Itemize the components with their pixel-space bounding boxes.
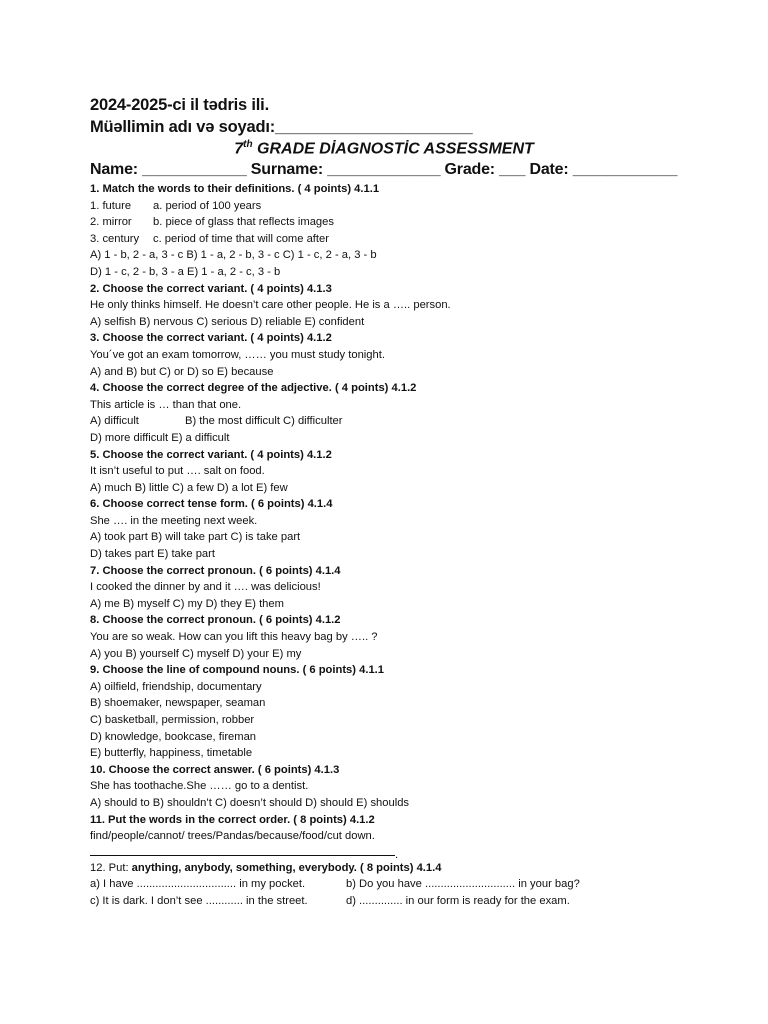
q3-heading: 3. Choose the correct variant. ( 4 points) 4.1.2 — [90, 332, 332, 345]
q5-text: It isn’t useful to put …. salt on food. — [90, 465, 265, 478]
q1-definition: a. period of 100 years — [153, 199, 262, 212]
q1-item — [90, 231, 690, 248]
q4-heading: 4. Choose the correct degree of the adjective. ( 4 points) 4.1.2 — [90, 382, 417, 395]
q2-heading: 2. Choose the correct variant. ( 4 points) 4.1.3 — [90, 282, 332, 295]
q12-instructions: anything, anybody, something, everybody. ( 8 points) 4.1.4 — [128, 861, 442, 874]
q3-text: You´ve got an exam tomorrow, …… you must study tonight. — [90, 348, 385, 361]
q1-word: 1. future — [90, 199, 132, 212]
q9-option: D) knowledge, bookcase, fireman — [90, 730, 257, 743]
q10-heading: 10. Choose the correct answer. ( 6 points) 4.1.3 — [90, 763, 340, 776]
q2-options: A) selfish B) nervous C) serious D) reliable E) confident — [90, 315, 365, 328]
q1-definition: b. piece of glass that reflects images — [153, 216, 334, 229]
q2-text: He only thinks himself. He doesn’t care other people. He is a ….. person. — [90, 299, 451, 312]
q11-rule-end: . — [395, 848, 399, 861]
q12-row — [90, 893, 690, 910]
title-superscript: th — [243, 139, 253, 150]
q1-word: 2. mirror — [90, 216, 132, 229]
q11-text: find/people/cannot/ trees/Pandas/because/food/cut down. — [90, 830, 375, 843]
q1-definition: c. period of time that will come after — [153, 232, 329, 245]
q8-options: A) you B) yourself C) myself D) your E) my — [90, 647, 302, 660]
title-number: 7 — [234, 140, 244, 158]
q9-option: B) shoemaker, newspaper, seaman — [90, 697, 266, 710]
q1-heading: 1. Match the words to their definitions. ( 4 points) 4.1.1 — [90, 183, 380, 195]
q9-heading: 9. Choose the line of compound nouns. ( 6 points) 4.1.1 — [90, 664, 384, 677]
q1-item — [90, 198, 690, 215]
q12-item-b: b) Do you have ............................. in your bag? — [346, 878, 580, 891]
q4-option-a: A) difficult — [90, 415, 139, 428]
q10-text: She has toothache.She …… go to a dentist. — [90, 780, 309, 793]
q12-item-c: c) It is dark. I don’t see ............ in the street. — [90, 894, 308, 907]
q9-option: C) basketball, permission, robber — [90, 714, 255, 726]
title-text: GRADE DİAGNOSTİC ASSESSMENT — [252, 140, 534, 158]
q11-answer-line — [90, 845, 690, 860]
q1-options: D) 1 - c, 2 - b, 3 - a E) 1 - a, 2 - c, 3 - b — [90, 265, 281, 278]
q8-text: You are so weak. How can you lift this heavy bag by ….. ? — [90, 631, 378, 644]
q12-number: 12. Put: — [90, 861, 129, 874]
q6-options: A) took part B) will take part C) is take part — [90, 531, 301, 544]
answer-rule — [90, 845, 395, 856]
q3-options: A) and B) but C) or D) so E) because — [90, 365, 274, 378]
q5-heading: 5. Choose the correct variant. ( 4 points) 4.1.2 — [90, 448, 332, 461]
q9-option: A) oilfield, friendship, documentary — [90, 680, 262, 693]
q4-options: D) more difficult E) a difficult — [90, 431, 230, 444]
q1-word: 3. century — [90, 232, 140, 245]
q6-heading: 6. Choose correct tense form. ( 6 points) 4.1.4 — [90, 498, 333, 511]
assessment-title — [0, 139, 768, 158]
q11-heading: 11. Put the words in the correct order. ( 8 points) 4.1.2 — [90, 813, 375, 826]
q12-item-d: d) .............. in our form is ready for the exam. — [346, 894, 570, 907]
q4-text: This article is … than that one. — [90, 398, 242, 411]
q9-option: E) butterfly, happiness, timetable — [90, 747, 253, 760]
q8-heading: 8. Choose the correct pronoun. ( 6 points) 4.1.2 — [90, 614, 341, 627]
q4-options — [90, 413, 690, 430]
q6-options: D) takes part E) take part — [90, 548, 215, 561]
q7-text: I cooked the dinner by and it …. was delicious! — [90, 581, 321, 594]
school-year: 2024-2025-ci il tədris ili. — [90, 96, 269, 114]
teacher-name-line: Müəllimin adı və soyadı:______________________ — [90, 118, 473, 136]
questions — [90, 181, 690, 910]
q12-heading — [90, 860, 690, 877]
q10-options: A) should to B) shouldn’t C) doesn’t should D) should E) shoulds — [90, 796, 410, 809]
q4-option-rest: B) the most difficult C) difficulter — [185, 415, 343, 428]
student-info-line: Name: ____________ Surname: _____________ Grade: ___ Date: ____________ — [90, 161, 678, 178]
q5-options: A) much B) little C) a few D) a lot E) few — [90, 481, 288, 494]
q6-text: She …. in the meeting next week. — [90, 514, 258, 527]
q1-item — [90, 214, 690, 231]
q12-row — [90, 876, 690, 893]
q7-heading: 7. Choose the correct pronoun. ( 6 points) 4.1.4 — [90, 564, 341, 577]
q12-item-a: a) I have ................................ in my pocket. — [90, 878, 306, 891]
q7-options: A) me B) myself C) my D) they E) them — [90, 597, 284, 610]
q1-options: A) 1 - b, 2 - a, 3 - c B) 1 - a, 2 - b, 3 - c C) 1 - c, 2 - a, 3 - b — [90, 249, 377, 262]
